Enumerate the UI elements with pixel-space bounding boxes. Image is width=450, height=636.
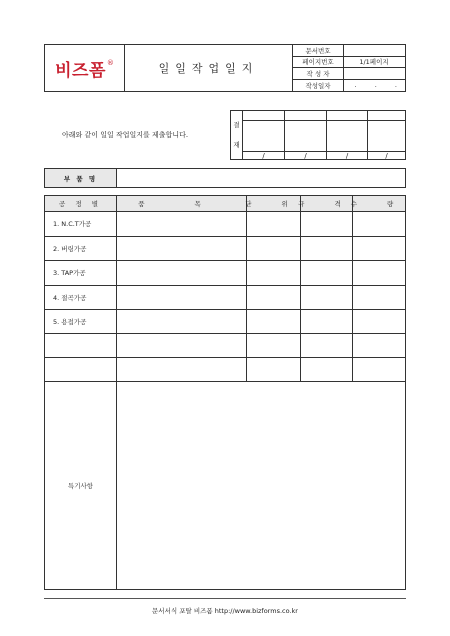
process-cell[interactable]: 1. N.C.T가공 [45, 212, 117, 236]
logo-text: 비즈폼 [55, 60, 106, 81]
approval-box [230, 110, 406, 160]
meta-label: 페이지번호 [293, 57, 344, 68]
process-cell[interactable] [45, 358, 117, 381]
quantity-cell[interactable] [353, 334, 405, 357]
approval-title-cell[interactable] [327, 111, 367, 121]
logo [45, 45, 125, 91]
unit-cell[interactable] [247, 261, 301, 285]
table-row [45, 237, 405, 262]
approval-column[interactable] [285, 111, 327, 159]
table-row [45, 310, 405, 334]
approval-label [231, 111, 243, 159]
approval-date-cell[interactable]: / [243, 151, 284, 160]
spec-cell[interactable] [301, 334, 353, 357]
quantity-cell[interactable] [353, 310, 405, 333]
document-title: 일일작업일지 [125, 45, 293, 91]
notes-label: 특기사항 [45, 382, 117, 589]
item-cell[interactable] [117, 310, 247, 333]
meta-row-doc-number [293, 45, 405, 57]
unit-cell[interactable] [247, 310, 301, 333]
product-name-field[interactable] [117, 169, 405, 187]
spec-cell[interactable] [301, 261, 353, 285]
column-header-item: 품 목 [117, 196, 247, 211]
unit-cell[interactable] [247, 212, 301, 236]
approval-date-cell[interactable]: / [327, 151, 367, 160]
process-cell[interactable]: 4. 절곡가공 [45, 286, 117, 310]
column-header-unit: 단 위 [247, 196, 301, 211]
quantity-cell[interactable] [353, 286, 405, 310]
approval-date-cell[interactable]: / [285, 151, 326, 160]
column-header-process: 공 정 별 [45, 196, 117, 211]
notes-field[interactable] [117, 382, 405, 589]
doc-number-field[interactable] [343, 45, 405, 56]
item-cell[interactable] [117, 212, 247, 236]
item-cell[interactable] [117, 286, 247, 310]
meta-row-page-number [293, 57, 405, 69]
item-cell[interactable] [117, 358, 247, 381]
quantity-cell[interactable] [353, 212, 405, 236]
column-header-quantity: 수 량 [350, 200, 408, 208]
approval-label-bottom: 재 [233, 141, 240, 149]
meta-label: 작 성 자 [293, 68, 344, 79]
quantity-cell[interactable] [353, 237, 405, 261]
product-name-label: 부 품 명 [45, 169, 117, 187]
unit-cell[interactable] [247, 334, 301, 357]
process-table [44, 195, 406, 590]
footer-divider [44, 598, 406, 599]
quantity-cell[interactable] [353, 261, 405, 285]
approval-label-top: 결 [233, 121, 240, 129]
spec-cell[interactable] [301, 310, 353, 333]
unit-cell[interactable] [247, 237, 301, 261]
item-cell[interactable] [117, 237, 247, 261]
meta-label: 문서번호 [293, 45, 344, 56]
author-field[interactable] [343, 68, 405, 79]
column-header-spec: 규 격 [301, 196, 353, 211]
meta-label: 작성일자 [293, 80, 344, 92]
date-field[interactable]: . . . [354, 81, 405, 90]
approval-title-cell[interactable] [243, 111, 284, 121]
approval-column[interactable] [327, 111, 368, 159]
notes-row [45, 382, 405, 589]
item-cell[interactable] [117, 334, 247, 357]
spec-cell[interactable] [301, 212, 353, 236]
meta-row-author [293, 68, 405, 80]
approval-column[interactable] [243, 111, 285, 159]
spec-cell[interactable] [301, 237, 353, 261]
table-row [45, 286, 405, 311]
table-header-row [45, 196, 408, 212]
table-row [45, 261, 405, 286]
approval-title-cell[interactable] [285, 111, 326, 121]
registered-mark: ® [106, 59, 114, 67]
table-row [45, 212, 405, 237]
process-cell[interactable]: 2. 버링가공 [45, 237, 117, 261]
unit-cell[interactable] [247, 286, 301, 310]
spec-cell[interactable] [301, 358, 353, 381]
page-number-field[interactable]: 1/1페이지 [359, 58, 389, 67]
footer-text: 문서서식 포탈 비즈폼 http://www.bizforms.co.kr [152, 607, 298, 615]
process-cell[interactable] [45, 334, 117, 357]
approval-column[interactable] [368, 111, 405, 159]
process-cell[interactable]: 5. 용접가공 [45, 310, 117, 333]
spec-cell[interactable] [301, 286, 353, 310]
quantity-cell[interactable] [353, 358, 405, 381]
process-cell[interactable]: 3. TAP가공 [45, 261, 117, 285]
item-cell[interactable] [117, 261, 247, 285]
product-name-row [44, 168, 406, 188]
intro-text: 아래와 같이 일일 작업일지를 제출합니다. [62, 131, 189, 139]
approval-date-cell[interactable]: / [368, 151, 405, 160]
approval-title-cell[interactable] [368, 111, 405, 121]
table-row [45, 334, 405, 358]
document-header [44, 44, 406, 92]
unit-cell[interactable] [247, 358, 301, 381]
table-row [45, 358, 405, 382]
meta-row-date [293, 80, 405, 92]
